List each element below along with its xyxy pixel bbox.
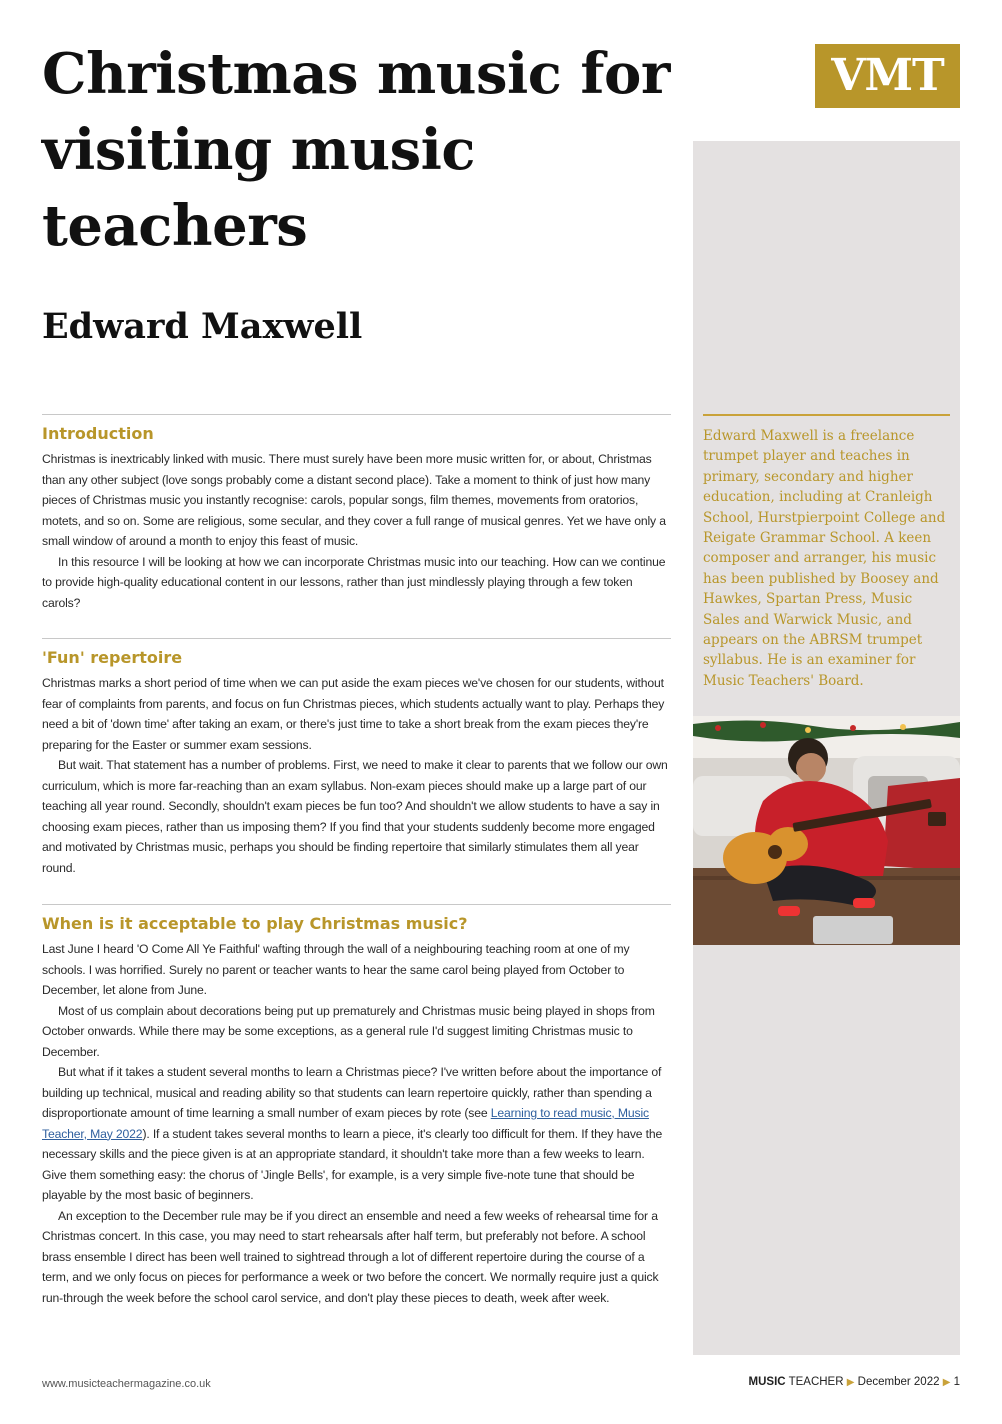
when-paragraph-3 — [42, 1062, 671, 1206]
when-paragraph-2: Most of us complain about decorations being put up prematurely and Christmas music being played in shops from October onwards. While there may be some exceptions, as a general rule I'd suggest limiting Christmas music to December. — [42, 1003, 655, 1059]
learning-to-read-music-link[interactable]: Learning to read music, Music Teacher, May 2022 — [42, 1106, 649, 1141]
when-acceptable-section — [42, 904, 671, 1308]
fun-paragraph-2: But wait. That statement has a number of problems. First, we need to make it clear to parents that we follow our own curriculum, which is more far-reaching than an exam syllabus. Non-exam pieces should make up a large part of our teaching all year round. Secondly, shouldn't exam pieces be fun too? And shouldn't we allow students to have a say in choosing exam pieces, rather than us imposing them? If you find that your students suddenly become more engaged and motivated by Christmas music, perhaps you should be finding repertoire that similarly stimulates them all year round. — [42, 758, 668, 875]
when-paragraph-3-start: But what if it takes a student several months to learn a Christmas piece? I've written before about the importance of building up technical, musical and reading ability so that students can learn repertoire quickly, rather than spending a disproportionate amount of time learning a small number of exam pieces by rote (see — [42, 1065, 662, 1120]
footer-brand-rest: TEACHER — [785, 1376, 844, 1388]
fun-repertoire-section — [42, 638, 671, 878]
intro-heading: Introduction — [42, 424, 154, 443]
author-name: Edward Maxwell — [42, 306, 363, 347]
when-paragraph-4: An exception to the December rule may be if you direct an ensemble and need a few weeks of rehearsal time for a Christmas concert. In this case, you may need to start rehearsals after half term, but preferably not before. A school brass ensemble I direct has been well trained to sightread through a lot of different repertoire during the course of a term, and we only focus on pieces for performance a week or two before the concert. We normally require just a quick run-through the week before the school carol service, and don't play these pieces to death, week after week. — [42, 1208, 659, 1305]
when-acceptable-heading: When is it acceptable to play Christmas music? — [42, 914, 468, 933]
vmt-logo: VMT — [815, 44, 960, 108]
triangle-right-icon: ▶ — [846, 1377, 855, 1388]
intro-section — [42, 414, 671, 613]
when-paragraph-1: Last June I heard 'O Come All Ye Faithful' wafting through the wall of a neighbouring teaching room at one of my schools. I was horrified. Surely no parent or teacher wants to hear the same carol being played from October to December, let alone from June. — [42, 942, 630, 997]
article-title: Christmas music for visiting music teachers — [42, 41, 670, 259]
student-guitar-photo — [693, 716, 960, 945]
section-divider — [42, 904, 671, 905]
section-divider — [42, 414, 671, 415]
author-bio: Edward Maxwell is a freelance trumpet player and teaches in primary, secondary and higher education, including at Cranleigh School, Hurstpierpoint College and Reigate Grammar School. A keen composer and arranger, his music has been published by Boosey and Hawkes, Spartan Press, Music Sales and Warwick Music, and appears on the ABRSM trumpet syllabus. He is an examiner for Music Teachers' Board. — [703, 428, 946, 689]
triangle-right-icon: ▶ — [942, 1377, 951, 1388]
footer-website: www.musicteachermagazine.co.uk — [42, 1378, 211, 1390]
footer-brand-bold: MUSIC — [748, 1376, 786, 1388]
when-paragraph-3-end: ). If a student takes several months to learn a piece, it's clearly too difficult for them. If they have the necessary skills and the piece given is at an appropriate standard, it shouldn't take more than a few weeks to learn. Give them something easy: the chorus of 'Jingle Bells', for example, is a very simple five-note tune that should be playable by the most basic of beginners. — [42, 1126, 663, 1202]
fun-repertoire-heading: 'Fun' repertoire — [42, 648, 183, 667]
footer-issue-info — [749, 1376, 960, 1388]
sidebar-divider — [703, 414, 950, 416]
intro-paragraph-1: Christmas is inextricably linked with music. There must surely have been more music written for, or about, Christmas than any other subject (love songs probably come a distant second place). Take a moment to think of just how many pieces of Christmas music you instantly recognise: carols, popular songs, film themes, movements from oratorios, motets, and so on. Some are religious, some secular, and they cover a full range of musical genres. Yet we have only a small window of around a month to enjoy this feast of music. — [42, 452, 666, 548]
intro-paragraph-2: In this resource I will be looking at how we can incorporate Christmas music into our teaching. How can we continue to provide high-quality educational content in our lessons, rather than just mindlessly playing through a few token carols? — [42, 554, 666, 610]
page-number: 1 — [953, 1376, 960, 1388]
section-divider — [42, 638, 671, 639]
footer-issue: December 2022 — [857, 1376, 940, 1388]
fun-paragraph-1: Christmas marks a short period of time when we can put aside the exam pieces we've chosen for our students, without fear of complaints from parents, and focus on fun Christmas pieces, which students actually want to play. Perhaps they need a bit of 'down time' after taking an exam, or there's just time to take a short break from the exam pieces they're preparing for the Easter or summer exam sessions. — [42, 676, 665, 752]
